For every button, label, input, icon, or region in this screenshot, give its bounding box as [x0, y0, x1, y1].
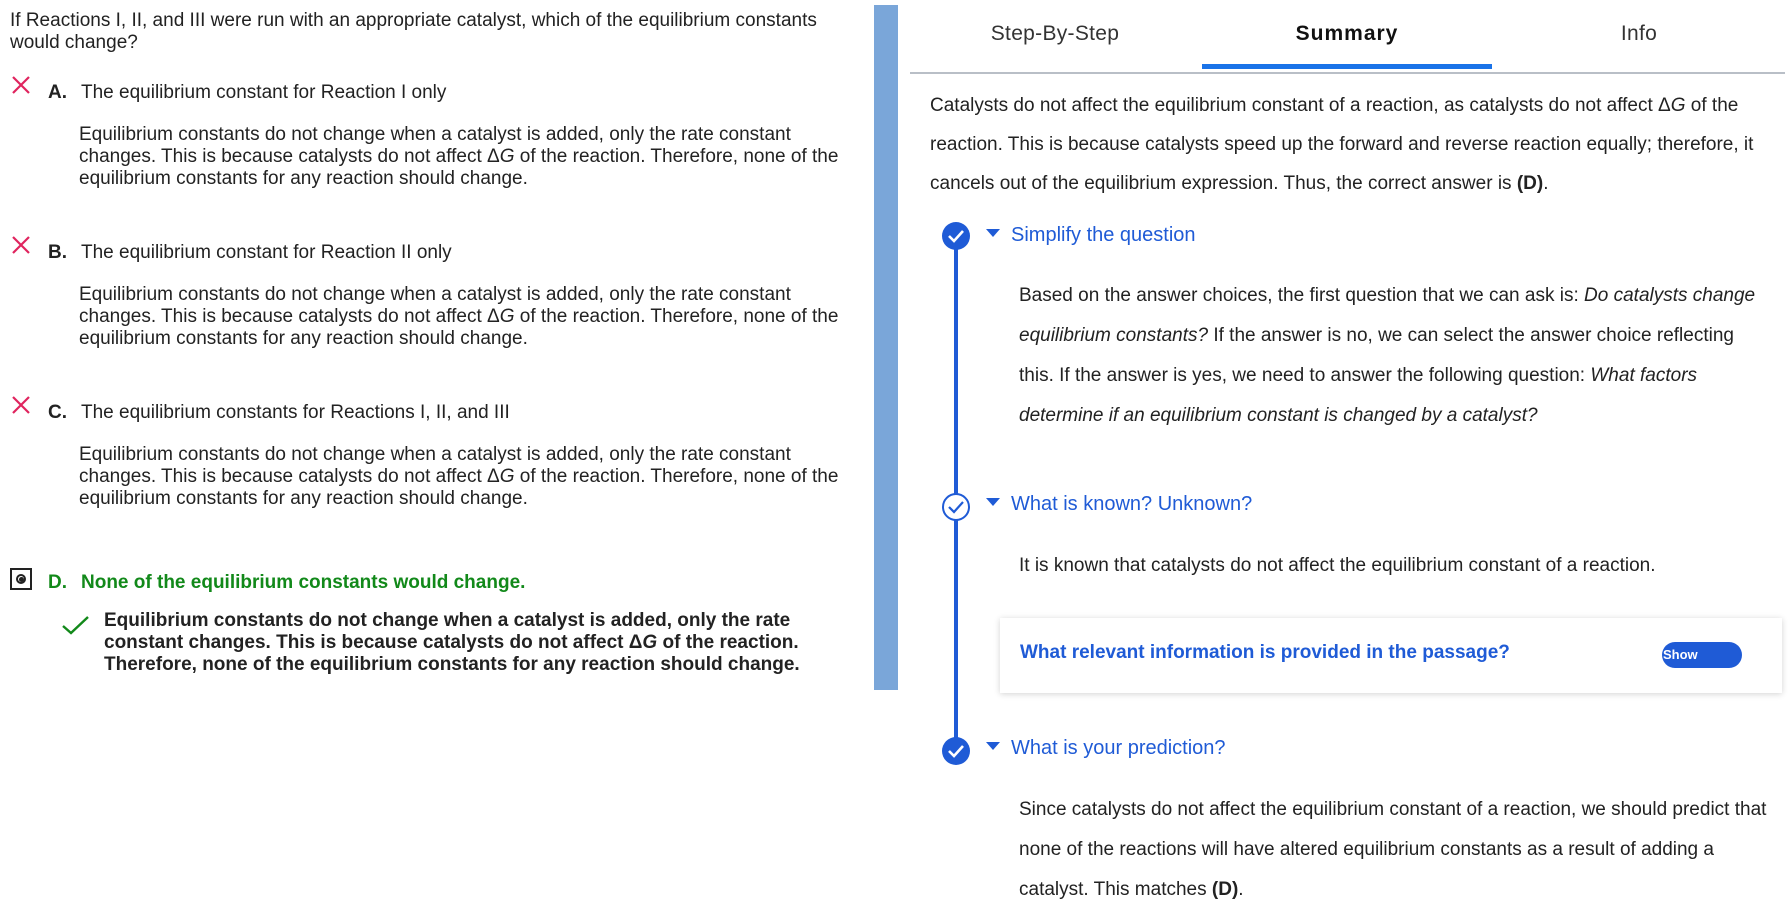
caret-down-icon[interactable]: [986, 498, 1000, 506]
panel-divider[interactable]: [874, 5, 898, 690]
choice-text: The equilibrium constant for Reaction II only: [81, 242, 452, 263]
answer-choice-c[interactable]: [10, 400, 860, 509]
step-complete-icon: [941, 221, 971, 251]
tab-step-by-step[interactable]: Step-By-Step: [990, 22, 1120, 45]
step-title-known-unknown[interactable]: What is known? Unknown?: [1011, 493, 1253, 515]
choice-text: The equilibrium constants for Reactions I, II, and III: [81, 402, 510, 423]
step-body-known-unknown: It is known that catalysts do not affect the equilibrium constant of a reaction.: [1019, 555, 1656, 576]
step-title-prediction[interactable]: What is your prediction?: [1011, 737, 1226, 759]
tab-summary[interactable]: Summary: [1295, 22, 1399, 45]
incorrect-x-icon: [10, 234, 32, 256]
incorrect-x-icon: [10, 74, 32, 96]
active-tab-indicator: [1202, 64, 1492, 69]
question-stem: If Reactions I, II, and III were run with an appropriate catalyst, which of the equilibrium constants would change?: [10, 10, 817, 53]
tab-bar: [910, 0, 1785, 74]
step-title-simplify[interactable]: Simplify the question: [1011, 224, 1196, 246]
step-body-simplify: Based on the answer choices, the first question that we can ask is: Do catalysts change equilibrium constants? If the answer is no, we can select the answer choice reflecting this. If the answer is yes, we need to answer the following question: What factors determine if an equilibrium constant is changed by a catalyst?: [1019, 285, 1756, 426]
correct-check-icon: [60, 614, 92, 636]
choice-text: The equilibrium constant for Reaction I only: [81, 82, 447, 103]
choice-letter: D.: [48, 572, 67, 593]
selected-radio-icon[interactable]: [10, 568, 32, 590]
info-card: [1000, 618, 1782, 693]
answer-choice-a[interactable]: [10, 80, 860, 189]
step-complete-icon: [941, 736, 971, 766]
answer-choice-b[interactable]: [10, 240, 860, 349]
choice-letter: C.: [48, 402, 67, 423]
choice-letter: B.: [48, 242, 67, 263]
step-check-outline-icon: [941, 492, 971, 522]
choice-explanation: Equilibrium constants do not change when a catalyst is added, only the rate constant changes. This is because catalysts do not affect ΔG of the reaction. Therefore, none of the equilibrium constants for any reaction should change.: [79, 444, 839, 509]
step-body-prediction: Since catalysts do not affect the equilibrium constant of a reaction, we should predict that none of the reactions will have altered equilibrium constants as a result of adding a catalyst. This matches (D).: [1019, 799, 1767, 900]
summary-text: Catalysts do not affect the equilibrium constant of a reaction, as catalysts do not affect ΔG of the reaction. This is because catalysts speed up the forward and reverse reaction equally; therefore, it cancels out of the equilibrium expression. Thus, the correct answer is (D).: [930, 95, 1754, 194]
choice-explanation: Equilibrium constants do not change when a catalyst is added, only the rate constant changes. This is because catalysts do not affect ΔG of the reaction. Therefore, none of the equilibrium constants for any reaction should change.: [79, 284, 839, 349]
tab-info[interactable]: Info: [1620, 22, 1658, 45]
choice-explanation: Equilibrium constants do not change when a catalyst is added, only the rate constant changes. This is because catalysts do not affect ΔG of the reaction. Therefore, none of the equilibrium constants for any reaction should change.: [104, 610, 800, 675]
choice-text: None of the equilibrium constants would change.: [81, 572, 526, 593]
show-button[interactable]: Show: [1662, 642, 1742, 668]
answer-choice-d[interactable]: [10, 570, 860, 675]
incorrect-x-icon: [10, 394, 32, 416]
question-panel: [0, 0, 870, 914]
info-card-question: What relevant information is provided in the passage?: [1020, 642, 1510, 663]
explanation-panel: [910, 0, 1788, 914]
choice-letter: A.: [48, 82, 67, 103]
choice-explanation: Equilibrium constants do not change when a catalyst is added, only the rate constant changes. This is because catalysts do not affect ΔG of the reaction. Therefore, none of the equilibrium constants for any reaction should change.: [79, 124, 839, 189]
caret-down-icon[interactable]: [986, 742, 1000, 750]
caret-down-icon[interactable]: [986, 229, 1000, 237]
